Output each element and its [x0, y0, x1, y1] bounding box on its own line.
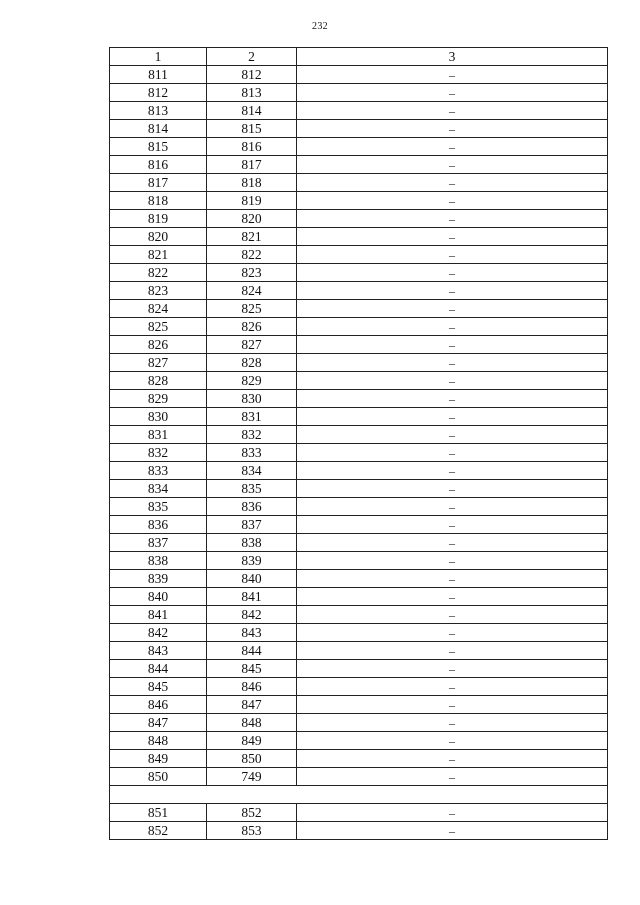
- table-cell-col-1: 812: [110, 84, 207, 102]
- table-cell-col-3: –: [297, 696, 608, 714]
- table-cell-col-1: 849: [110, 750, 207, 768]
- table-cell-col-1: 832: [110, 444, 207, 462]
- table-cell-col-3: –: [297, 588, 608, 606]
- table-cell-col-3: –: [297, 714, 608, 732]
- table-cell-col-2: 816: [207, 138, 297, 156]
- table-row: [110, 120, 608, 138]
- table-row: [110, 246, 608, 264]
- table-cell-col-3: –: [297, 318, 608, 336]
- table-cell-col-2: 830: [207, 390, 297, 408]
- table-body: [110, 66, 608, 786]
- table-cell-col-2: 819: [207, 192, 297, 210]
- table-cell-col-3: –: [297, 498, 608, 516]
- table-cell-col-3: –: [297, 534, 608, 552]
- table-cell-col-2: 829: [207, 372, 297, 390]
- table-cell-col-2: 846: [207, 678, 297, 696]
- table-cell-col-2: 823: [207, 264, 297, 282]
- table-gap: [110, 786, 608, 804]
- table-row: [110, 426, 608, 444]
- table-row: [110, 822, 608, 840]
- table-cell-col-2: 828: [207, 354, 297, 372]
- table-cell-col-2: 817: [207, 156, 297, 174]
- table-row: [110, 696, 608, 714]
- table-cell-col-2: 835: [207, 480, 297, 498]
- table-cell-col-3: –: [297, 354, 608, 372]
- table-row: [110, 336, 608, 354]
- table-cell-col-1: 842: [110, 624, 207, 642]
- table-cell-col-1: 815: [110, 138, 207, 156]
- table-cell-col-1: 834: [110, 480, 207, 498]
- table-cell-col-2: 822: [207, 246, 297, 264]
- table-cell-col-3: –: [297, 444, 608, 462]
- table-cell-col-2: 826: [207, 318, 297, 336]
- table-cell-col-1: 820: [110, 228, 207, 246]
- data-table: [109, 47, 608, 840]
- table-row: [110, 408, 608, 426]
- table-cell-col-1: 826: [110, 336, 207, 354]
- table-row: [110, 714, 608, 732]
- table-cell-col-2: 832: [207, 426, 297, 444]
- table-cell-col-3: –: [297, 408, 608, 426]
- table-row: [110, 498, 608, 516]
- table-cell-col-3: –: [297, 102, 608, 120]
- table-cell-col-2: 831: [207, 408, 297, 426]
- table-cell-col-2: 853: [207, 822, 297, 840]
- table-cell-col-3: –: [297, 282, 608, 300]
- table-cell-col-2: 840: [207, 570, 297, 588]
- table-cell-col-1: 814: [110, 120, 207, 138]
- table-cell-col-1: 819: [110, 210, 207, 228]
- table-cell-col-1: 828: [110, 372, 207, 390]
- table-row: [110, 516, 608, 534]
- table-row: [110, 264, 608, 282]
- column-header-2: 2: [207, 48, 297, 66]
- column-header-1: 1: [110, 48, 207, 66]
- table-cell-col-2: 837: [207, 516, 297, 534]
- table-cell-col-3: –: [297, 804, 608, 822]
- table-row: [110, 84, 608, 102]
- table-cell-col-1: 844: [110, 660, 207, 678]
- table-cell-col-1: 825: [110, 318, 207, 336]
- table-row: [110, 174, 608, 192]
- table-row: [110, 480, 608, 498]
- table-row: [110, 624, 608, 642]
- table-cell-col-2: 841: [207, 588, 297, 606]
- table-cell-col-1: 845: [110, 678, 207, 696]
- table-cell-col-3: –: [297, 246, 608, 264]
- table-row: [110, 66, 608, 84]
- table-cell-col-1: 816: [110, 156, 207, 174]
- table-cell-col-1: 851: [110, 804, 207, 822]
- header-row: [110, 48, 608, 66]
- gap-row: [110, 786, 608, 804]
- table-cell-col-2: 827: [207, 336, 297, 354]
- table-row: [110, 192, 608, 210]
- table-row: [110, 390, 608, 408]
- table-row: [110, 300, 608, 318]
- table-cell-col-3: –: [297, 570, 608, 588]
- table-row: [110, 804, 608, 822]
- column-header-3: 3: [297, 48, 608, 66]
- table-cell-col-3: –: [297, 660, 608, 678]
- table-cell-col-1: 836: [110, 516, 207, 534]
- table-cell-col-1: 822: [110, 264, 207, 282]
- table-cell-col-1: 838: [110, 552, 207, 570]
- table-cell-col-3: –: [297, 138, 608, 156]
- table-cell-col-3: –: [297, 606, 608, 624]
- table-row: [110, 534, 608, 552]
- table-cell-col-1: 833: [110, 462, 207, 480]
- table-cell-col-3: –: [297, 372, 608, 390]
- table-row: [110, 282, 608, 300]
- table-cell-col-3: –: [297, 822, 608, 840]
- table-cell-col-3: –: [297, 462, 608, 480]
- table-cell-col-3: –: [297, 552, 608, 570]
- table-cell-col-1: 821: [110, 246, 207, 264]
- table-cell-col-3: –: [297, 156, 608, 174]
- table-cell-col-1: 830: [110, 408, 207, 426]
- table-cell-col-1: 824: [110, 300, 207, 318]
- table-cell-col-1: 843: [110, 642, 207, 660]
- table-cell-col-1: 848: [110, 732, 207, 750]
- table-row: [110, 318, 608, 336]
- table-row: [110, 102, 608, 120]
- table-cell-col-2: 749: [207, 768, 297, 786]
- table-cell-col-2: 849: [207, 732, 297, 750]
- table-cell-col-2: 844: [207, 642, 297, 660]
- table-cell-col-3: –: [297, 390, 608, 408]
- table-row: [110, 660, 608, 678]
- table-cell-col-2: 842: [207, 606, 297, 624]
- table-cell-col-3: –: [297, 642, 608, 660]
- table-cell-col-3: –: [297, 120, 608, 138]
- table-cell-col-2: 815: [207, 120, 297, 138]
- table-row: [110, 354, 608, 372]
- table-cell-col-1: 846: [110, 696, 207, 714]
- table-cell-col-2: 848: [207, 714, 297, 732]
- table-cell-col-3: –: [297, 210, 608, 228]
- table-cell-col-3: –: [297, 750, 608, 768]
- table-cell-col-1: 841: [110, 606, 207, 624]
- table-cell-col-1: 850: [110, 768, 207, 786]
- gap-cell: [110, 786, 608, 804]
- table-cell-col-1: 818: [110, 192, 207, 210]
- table-row: [110, 768, 608, 786]
- table-row: [110, 372, 608, 390]
- table-cell-col-3: –: [297, 192, 608, 210]
- table-cell-col-2: 852: [207, 804, 297, 822]
- table-cell-col-1: 852: [110, 822, 207, 840]
- table-cell-col-3: –: [297, 300, 608, 318]
- page-number: 232: [312, 21, 328, 32]
- table-cell-col-2: 825: [207, 300, 297, 318]
- table-row: [110, 588, 608, 606]
- table-cell-col-1: 827: [110, 354, 207, 372]
- table-cell-col-2: 820: [207, 210, 297, 228]
- table-cell-col-2: 812: [207, 66, 297, 84]
- table-row: [110, 156, 608, 174]
- table-cell-col-1: 831: [110, 426, 207, 444]
- table-cell-col-1: 847: [110, 714, 207, 732]
- table-row: [110, 570, 608, 588]
- table-cell-col-3: –: [297, 84, 608, 102]
- table-cell-col-1: 829: [110, 390, 207, 408]
- table-row: [110, 462, 608, 480]
- table-cell-col-3: –: [297, 228, 608, 246]
- table-row: [110, 210, 608, 228]
- table-body-continued: [110, 804, 608, 840]
- table-row: [110, 732, 608, 750]
- table-cell-col-2: 834: [207, 462, 297, 480]
- table-cell-col-2: 850: [207, 750, 297, 768]
- table-cell-col-2: 813: [207, 84, 297, 102]
- table-row: [110, 642, 608, 660]
- table-cell-col-3: –: [297, 678, 608, 696]
- table-cell-col-1: 813: [110, 102, 207, 120]
- table-cell-col-3: –: [297, 264, 608, 282]
- table-cell-col-1: 817: [110, 174, 207, 192]
- table-cell-col-3: –: [297, 624, 608, 642]
- table-cell-col-1: 837: [110, 534, 207, 552]
- table-cell-col-2: 818: [207, 174, 297, 192]
- table-cell-col-3: –: [297, 426, 608, 444]
- table-cell-col-2: 821: [207, 228, 297, 246]
- table-cell-col-3: –: [297, 516, 608, 534]
- table-header: [110, 48, 608, 66]
- table-row: [110, 444, 608, 462]
- table-cell-col-2: 833: [207, 444, 297, 462]
- table-cell-col-3: –: [297, 768, 608, 786]
- table-cell-col-3: –: [297, 732, 608, 750]
- table-cell-col-2: 845: [207, 660, 297, 678]
- table-row: [110, 750, 608, 768]
- table-cell-col-2: 847: [207, 696, 297, 714]
- table-cell-col-2: 836: [207, 498, 297, 516]
- table-cell-col-1: 811: [110, 66, 207, 84]
- table-cell-col-1: 823: [110, 282, 207, 300]
- table-cell-col-2: 838: [207, 534, 297, 552]
- table-row: [110, 606, 608, 624]
- table-cell-col-3: –: [297, 66, 608, 84]
- table-cell-col-3: –: [297, 480, 608, 498]
- table-cell-col-1: 835: [110, 498, 207, 516]
- table-cell-col-2: 814: [207, 102, 297, 120]
- table-cell-col-1: 839: [110, 570, 207, 588]
- table-row: [110, 552, 608, 570]
- table-row: [110, 228, 608, 246]
- table-cell-col-1: 840: [110, 588, 207, 606]
- table-cell-col-2: 839: [207, 552, 297, 570]
- table-row: [110, 138, 608, 156]
- table-cell-col-3: –: [297, 174, 608, 192]
- table-cell-col-2: 843: [207, 624, 297, 642]
- table-row: [110, 678, 608, 696]
- table-cell-col-3: –: [297, 336, 608, 354]
- table-cell-col-2: 824: [207, 282, 297, 300]
